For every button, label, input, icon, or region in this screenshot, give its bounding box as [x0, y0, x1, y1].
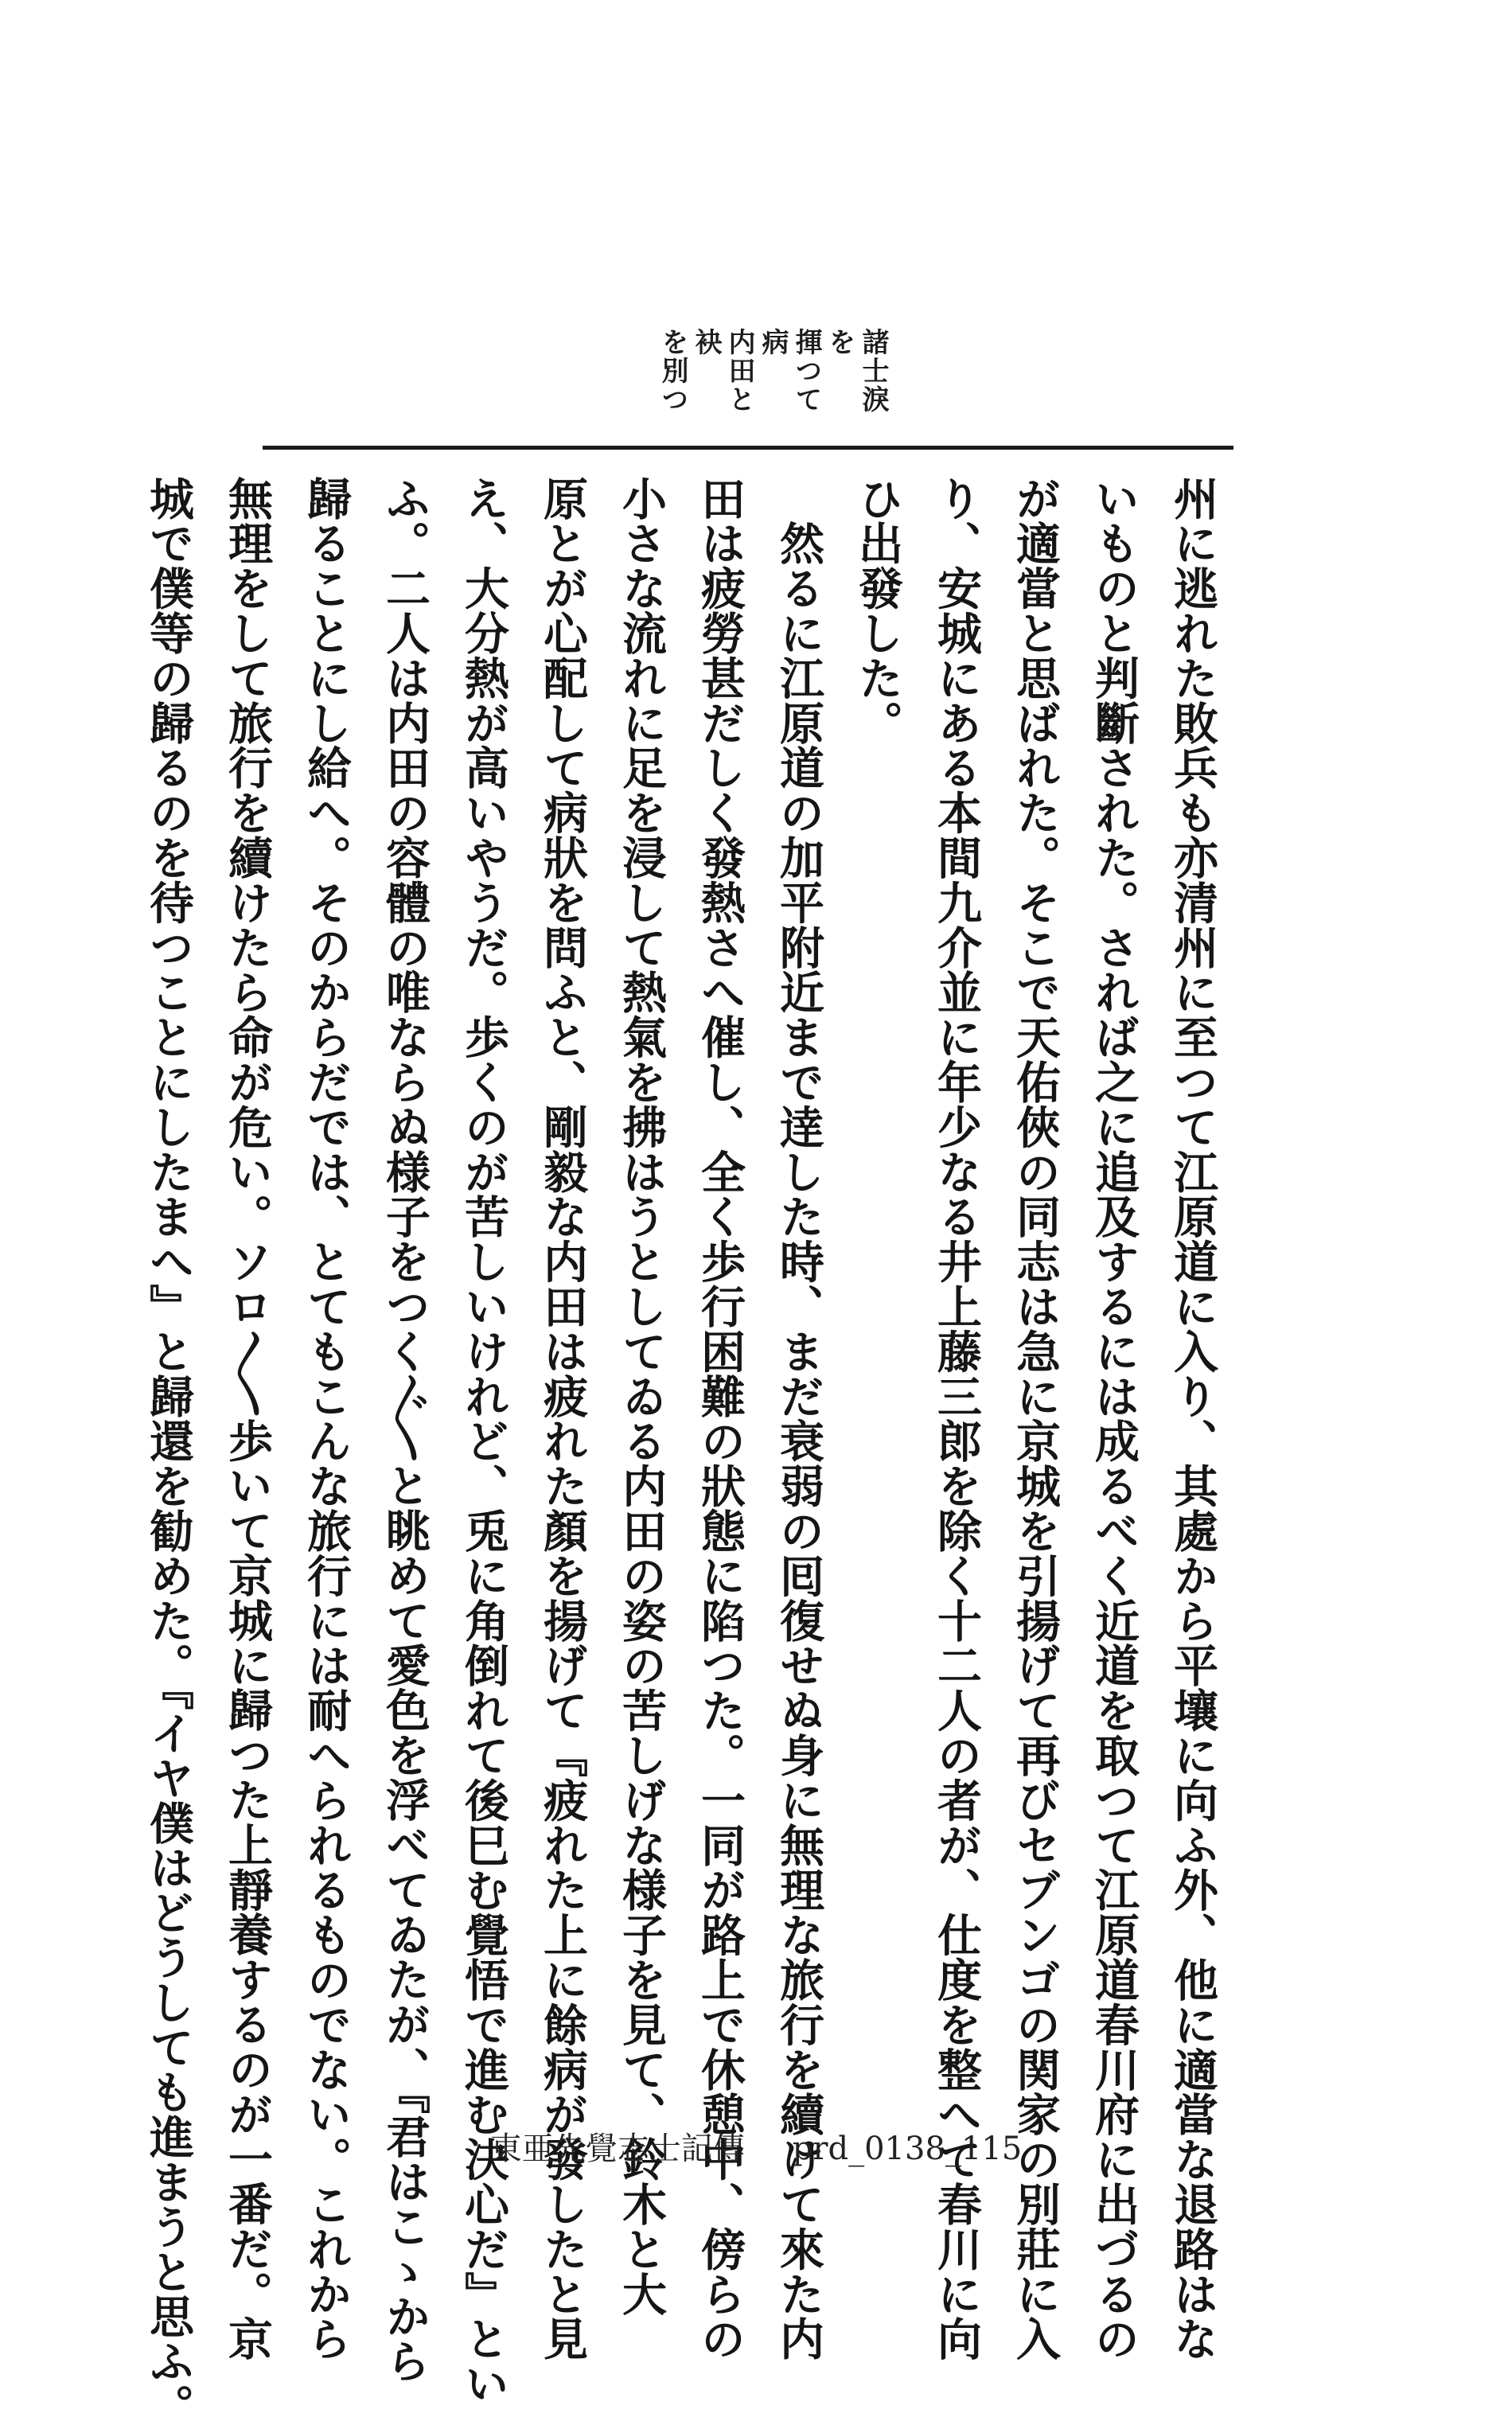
marginal-heading-line: 諸士淚を	[824, 328, 889, 414]
marginal-heading-line: 揮つて病	[757, 328, 822, 414]
text-column: え、大分熱が高いやうだ。歩くのが苦しいけれど、兎に角倒れて後巳む覺悟で進む決心だ』とい	[458, 476, 510, 2407]
text-column: 城で僕等の歸るのを待つことにしたまへ』と歸還を勧めた。『イヤ僕はどうしても進まうと思ふ。	[142, 476, 195, 2429]
text-column: 小さな流れに足を浸して熱氣を拂はうとしてゐる内田の姿の苦しげな様子を見て、鈴木と大	[615, 476, 668, 2317]
header-rule	[263, 446, 1233, 450]
text-column: 原とが心配して病狀を問ふと、剛毅な内田は疲れた顏を揚げて『疲れた上に餘病が發したと見	[536, 476, 589, 2361]
page-id: prd_0138_115	[792, 2131, 1023, 2167]
text-column: 歸ることにし給へ。そのからだでは、とてもこんな旅行には耐へられるものでない。これから	[300, 476, 353, 2361]
text-column: り、安城にある本間九介並に年少なる井上藤三郎を除く十二人の者が、仕度を整へて春川に向	[930, 476, 983, 2361]
page-footer	[0, 2123, 1512, 2169]
marginal-heading	[656, 328, 890, 439]
text-column: 然るに江原道の加平附近まで逹した時、まだ衰弱の囘復せぬ身に無理な旅行を續けて來た内	[773, 476, 825, 2361]
text-column: いものと判斷された。されば之に追及するには成るべく近道を取つて江原道春川府に出づるの	[1088, 476, 1140, 2361]
marginal-heading-line: 内田と袂	[690, 328, 755, 414]
text-column: が適當と思ばれた。そこで天佑俠の同志は急に京城を引揚げて再びセブンゴの関家の別莊に入	[1009, 476, 1062, 2361]
text-column: ふ。二人は内田の容體の唯ならぬ様子をつく〴〵と眺めて愛色を浮べてゐたが、『君はこゝから	[379, 476, 431, 2384]
text-column: 無理をして旅行を續けたら命が危い。ソロ〳〵歩いて京城に歸つた上靜養するのが一番だ。京	[221, 476, 274, 2361]
marginal-heading-line: を別つ	[657, 328, 688, 414]
book-title: 東亜先覺志士記傳	[489, 2131, 745, 2167]
text-column: ひ出發した。	[851, 476, 904, 746]
text-column: 州に逃れた敗兵も亦清州に至つて江原道に入り、其處から平壤に向ふ外、他に適當な退路はな	[1167, 476, 1219, 2361]
text-column: 田は疲勞甚だしく發熱さへ催し、全く歩行困難の狀態に陷つた。一同が路上で休憩中、傍らの	[694, 476, 746, 2361]
